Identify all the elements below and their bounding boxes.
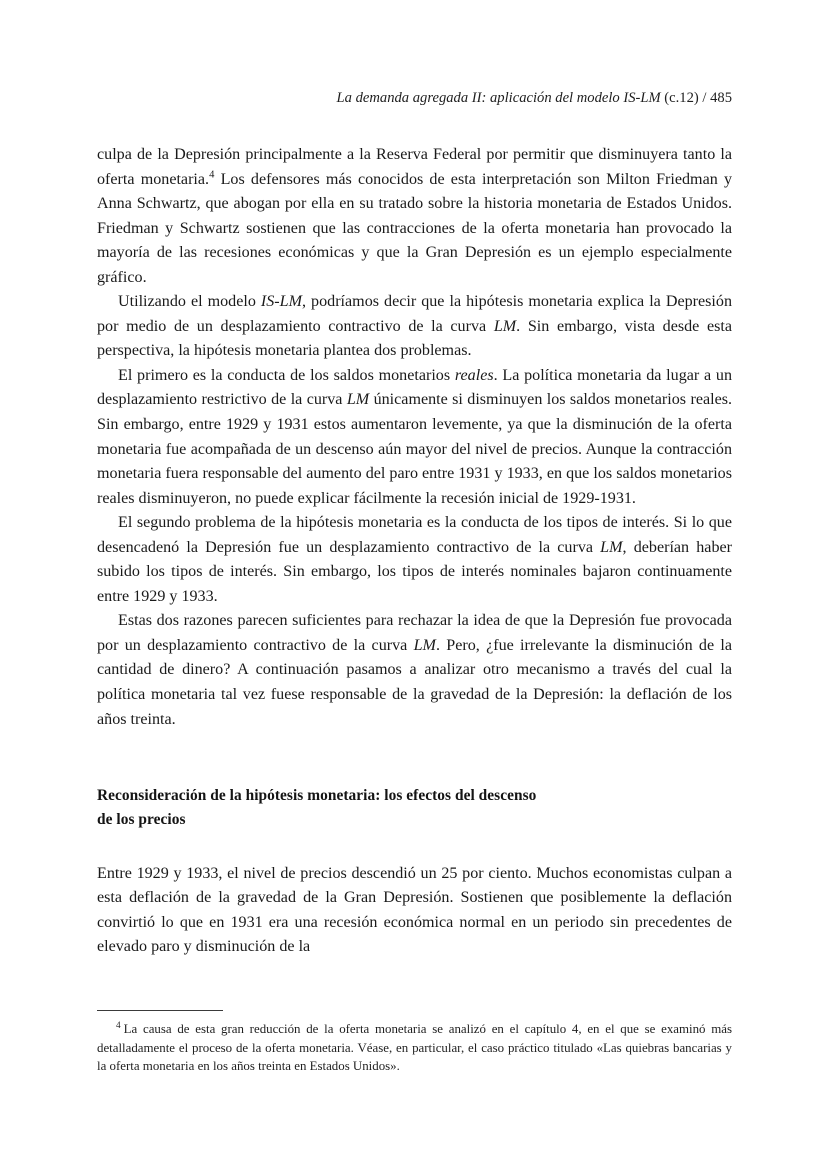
section-heading (97, 784, 732, 832)
paragraph-4: El segundo problema de la hipótesis monetaria es la conducta de los tipos de interés. Si lo que desencadenó la Depresión fue un desplazamiento contractivo de la curva LM, deberían haber subido los tipos de interés. Sin embargo, los tipos de interés nominales bajaron continuamente entre 1929 y 1933. (97, 514, 732, 605)
heading-spacer-bottom (97, 833, 732, 862)
emphasized-term: LM (600, 538, 623, 556)
emphasized-term: LM (493, 317, 517, 335)
body-text-column (97, 143, 732, 960)
footnote-body-text: La causa de esta gran reducción de la oferta monetaria se analizó en el capítulo 4, en el que se examinó más detalladamente el proceso de la oferta monetaria. Véase, en particular, el caso práctico titulado «Las quiebras bancarias y la oferta monetaria en los años treinta en Estados Unidos». (97, 1022, 732, 1074)
footnote-block (97, 1010, 732, 1076)
footnote-reference: 4 (209, 169, 215, 181)
running-head (97, 88, 732, 108)
running-head-chapter-page: (c.12) / 485 (660, 90, 732, 106)
heading-spacer-top (97, 732, 732, 784)
emphasized-term: LM (413, 636, 436, 654)
section-heading-line-1: Reconsideración de la hipótesis monetaria: los efectos del descenso (97, 787, 537, 805)
emphasized-term: IS-LM (260, 293, 303, 311)
paragraph-2: Utilizando el modelo IS-LM, podríamos decir que la hipótesis monetaria explica la Depresión por medio de un desplazamiento contractivo de la curva LM. Sin embargo, vista desde esta perspectiva, la hipótesis monetaria plantea dos problemas. (97, 293, 732, 360)
paragraph-3: El primero es la conducta de los saldos monetarios reales. La política monetaria da lugar a un desplazamiento restrictivo de la curva LM únicamente si disminuyen los saldos monetarios reales. Sin embargo, entre 1929 y 1931 estos aumentaron levemente, ya que la disminución de la oferta monetaria fue acompañada de un descenso aún mayor del nivel de precios. Aunque la contracción monetaria fuera responsable del aumento del paro entre 1931 y 1933, en que los saldos monetarios reales disminuyeron, no puede explicar fácilmente la recesión inicial de 1929-1931. (97, 366, 733, 507)
paragraph-1: culpa de la Depresión principalmente a la Reserva Federal por permitir que disminuyera tanto la oferta monetaria.$^4$ Los defensores más conocidos de esta interpretación son Milton Friedman y Anna Schwartz, que abogan por ella en su tratado sobre la historia monetaria de Estados Unidos. Friedman y Schwartz sostienen que las contracciones de la oferta monetaria han provocado la mayoría de las recesiones económicas y que la Gran Depresión es un ejemplo especialmente gráfico. (97, 146, 732, 286)
section-heading-line-2: de los precios (97, 811, 186, 829)
emphasized-term: reales (454, 366, 494, 384)
footnote-marker: 4 (116, 1020, 121, 1031)
footnote-4 (97, 1020, 732, 1076)
emphasized-term: LM (346, 391, 370, 409)
paragraph-5: Estas dos razones parecen suficientes para rechazar la idea de que la Depresión fue provocada por un desplazamiento contractivo de la curva LM. Pero, ¿fue irrelevante la disminución de la cantidad de dinero? A continuación pasamos a analizar otro mecanismo a través del cual la política monetaria tal vez fuese responsable de la gravedad de la Depresión: la deflación de los años treinta. (97, 612, 732, 728)
running-head-title: La demanda agregada II: aplicación del modelo IS-LM (336, 90, 661, 106)
footnote-separator-rule (97, 1010, 223, 1011)
paragraph-6: Entre 1929 y 1933, el nivel de precios descendió un 25 por ciento. Muchos economistas culpan a esta deflación de la gravedad de la Gran Depresión. Sostienen que posiblemente la deflación convirtió lo que en 1931 era una recesión económica normal en un periodo sin precedentes de elevado paro y disminución de la (97, 864, 732, 956)
